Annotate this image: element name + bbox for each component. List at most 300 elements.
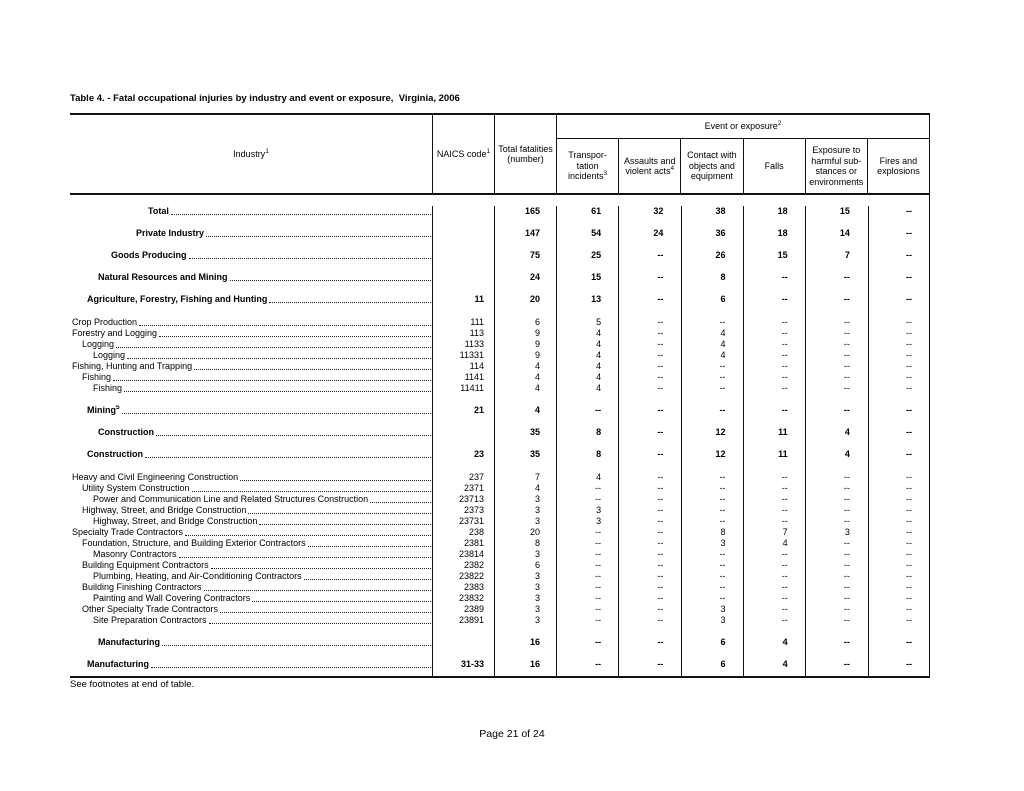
industry-cell	[70, 405, 432, 416]
industry-label: Agriculture, Forestry, Fishing and Hunting	[87, 294, 268, 304]
assaults-violent-acts-cell: --	[657, 472, 664, 482]
exposure-harmful-substances-cell: --	[843, 472, 850, 482]
total-fatalities-cell: 6	[534, 560, 540, 570]
table-row	[70, 549, 929, 560]
transportation-incidents-cell: 4	[596, 372, 602, 382]
fatalities-table	[70, 113, 930, 678]
naics-code-cell: 23822	[458, 571, 484, 581]
table-row	[70, 272, 929, 283]
industry-label: Highway, Street, and Bridge Construction	[82, 505, 247, 515]
exposure-harmful-substances-cell: --	[843, 361, 850, 371]
total-fatalities-cell: 3	[534, 593, 540, 603]
column-divider	[556, 206, 557, 676]
exposure-harmful-substances-cell: --	[843, 272, 850, 282]
falls-cell: 18	[777, 228, 788, 238]
industry-cell	[70, 272, 432, 283]
industry-cell	[70, 228, 432, 239]
total-fatalities-cell: 20	[529, 294, 540, 304]
transportation-incidents-cell: --	[595, 659, 602, 669]
contact-objects-equipment-cell: 6	[720, 294, 726, 304]
column-divider	[432, 206, 433, 676]
footnote-reference: See footnotes at end of table.	[70, 679, 195, 690]
total-fatalities-cell: 8	[534, 538, 540, 548]
contact-objects-equipment-cell: --	[719, 405, 726, 415]
assaults-violent-acts-cell: --	[657, 339, 664, 349]
naics-code-cell: 238	[468, 527, 484, 537]
assaults-violent-acts-cell: --	[657, 372, 664, 382]
col-header-naics-code: NAICS code$^1$	[432, 115, 494, 193]
dotted-leader	[308, 546, 431, 547]
contact-objects-equipment-cell: 26	[715, 250, 726, 260]
transportation-incidents-cell: 8	[596, 427, 602, 437]
table-body	[70, 206, 929, 676]
contact-objects-equipment-cell: --	[719, 505, 726, 515]
falls-cell: 7	[782, 527, 788, 537]
table-row	[70, 294, 929, 305]
fires-explosions-cell: --	[906, 538, 913, 548]
fires-explosions-cell: --	[906, 516, 913, 526]
col-header-contact-objects-equipment: Contact with objects and equipment	[680, 139, 742, 193]
assaults-violent-acts-cell: --	[657, 505, 664, 515]
table-row	[70, 604, 929, 615]
contact-objects-equipment-cell: 3	[720, 538, 726, 548]
fires-explosions-cell: --	[906, 582, 913, 592]
table-row	[70, 449, 929, 460]
contact-objects-equipment-cell: 6	[720, 659, 726, 669]
col-header-total-fatalities: Total fatalities (number)	[494, 115, 556, 193]
dotted-leader	[259, 524, 431, 525]
table-row	[70, 339, 929, 350]
industry-cell	[70, 527, 432, 538]
table-row	[70, 593, 929, 604]
exposure-harmful-substances-cell: 14	[839, 228, 850, 238]
industry-label: Crop Production	[72, 317, 138, 327]
exposure-harmful-substances-cell: --	[843, 294, 850, 304]
industry-cell	[70, 317, 432, 328]
fires-explosions-cell: --	[906, 560, 913, 570]
industry-label: Masonry Contractors	[93, 549, 177, 559]
table-row	[70, 405, 929, 416]
naics-code-cell: 11331	[459, 350, 484, 360]
industry-label: Goods Producing	[111, 250, 187, 260]
column-divider	[805, 206, 806, 676]
industry-cell	[70, 505, 432, 516]
assaults-violent-acts-cell: --	[657, 361, 664, 371]
falls-cell: --	[781, 405, 788, 415]
fires-explosions-cell: --	[906, 593, 913, 603]
event-column-headers	[557, 139, 929, 193]
dotted-leader	[122, 413, 431, 414]
industry-cell	[70, 472, 432, 483]
falls-cell: --	[781, 494, 788, 504]
naics-code-cell: 23832	[458, 593, 484, 603]
dotted-leader	[162, 645, 431, 646]
assaults-violent-acts-cell: --	[657, 383, 664, 393]
dotted-leader	[240, 480, 431, 481]
industry-cell	[70, 593, 432, 604]
naics-code-cell: 2389	[463, 604, 484, 614]
table-row	[70, 472, 929, 483]
transportation-incidents-cell: --	[595, 549, 602, 559]
naics-code-cell: 114	[469, 361, 484, 371]
contact-objects-equipment-cell: --	[719, 582, 726, 592]
transportation-incidents-cell: --	[595, 615, 602, 625]
table-title: Table 4. - Fatal occupational injuries by industry and event or exposure, Virginia, 2006	[70, 93, 460, 104]
assaults-violent-acts-cell: --	[657, 549, 664, 559]
contact-objects-equipment-cell: 36	[715, 228, 726, 238]
transportation-incidents-cell: --	[595, 637, 602, 647]
naics-code-cell: 1133	[464, 339, 484, 349]
table-row	[70, 538, 929, 549]
industry-label: Site Preparation Contractors	[93, 615, 207, 625]
dotted-leader	[252, 601, 431, 602]
transportation-incidents-cell: --	[595, 582, 602, 592]
fires-explosions-cell: --	[906, 294, 913, 304]
total-fatalities-cell: 4	[534, 383, 540, 393]
falls-cell: --	[781, 361, 788, 371]
total-fatalities-cell: 3	[534, 494, 540, 504]
transportation-incidents-cell: 3	[596, 505, 602, 515]
dotted-leader	[151, 667, 431, 668]
industry-label: Building Equipment Contractors	[82, 560, 209, 570]
contact-objects-equipment-cell: 4	[720, 350, 726, 360]
dotted-leader	[156, 435, 431, 436]
dotted-leader	[113, 380, 431, 381]
industry-cell	[70, 571, 432, 582]
industry-label: Specialty Trade Contractors	[72, 527, 184, 537]
exposure-harmful-substances-cell: --	[843, 383, 850, 393]
falls-cell: 4	[782, 637, 788, 647]
industry-label: Manufacturing	[98, 637, 160, 647]
falls-cell: --	[781, 350, 788, 360]
industry-cell	[70, 659, 432, 670]
transportation-incidents-cell: --	[595, 494, 602, 504]
assaults-violent-acts-cell: --	[657, 659, 664, 669]
dotted-leader	[206, 236, 431, 237]
fires-explosions-cell: --	[906, 659, 913, 669]
total-fatalities-cell: 3	[534, 549, 540, 559]
column-divider	[743, 206, 744, 676]
exposure-harmful-substances-cell: --	[843, 560, 850, 570]
table-row	[70, 516, 929, 527]
table-row	[70, 361, 929, 372]
exposure-harmful-substances-cell: --	[843, 549, 850, 559]
assaults-violent-acts-cell: --	[657, 637, 664, 647]
naics-code-cell: 23731	[458, 516, 484, 526]
exposure-harmful-substances-cell: --	[843, 582, 850, 592]
assaults-violent-acts-cell: 32	[653, 206, 664, 216]
falls-cell: --	[781, 505, 788, 515]
total-fatalities-cell: 4	[534, 405, 540, 415]
total-fatalities-cell: 20	[529, 527, 540, 537]
transportation-incidents-cell: 5	[596, 317, 602, 327]
total-fatalities-cell: 6	[534, 317, 540, 327]
total-fatalities-cell: 165	[524, 206, 540, 216]
total-fatalities-cell: 16	[529, 637, 540, 647]
table-row	[70, 350, 929, 361]
contact-objects-equipment-cell: 6	[720, 637, 726, 647]
exposure-harmful-substances-cell: 4	[844, 449, 850, 459]
industry-label: Logging	[82, 339, 115, 349]
assaults-violent-acts-cell: --	[657, 328, 664, 338]
column-divider	[494, 206, 495, 676]
industry-label: Manufacturing	[87, 659, 149, 669]
dotted-leader	[185, 535, 431, 536]
total-fatalities-cell: 3	[534, 516, 540, 526]
exposure-harmful-substances-cell: --	[843, 483, 850, 493]
dotted-leader	[139, 325, 431, 326]
assaults-violent-acts-cell: --	[657, 571, 664, 581]
industry-cell	[70, 582, 432, 593]
dotted-leader	[269, 302, 431, 303]
naics-code-cell: 23814	[458, 549, 484, 559]
fires-explosions-cell: --	[906, 383, 913, 393]
contact-objects-equipment-cell: --	[719, 516, 726, 526]
industry-cell	[70, 328, 432, 339]
fires-explosions-cell: --	[906, 571, 913, 581]
industry-label: Highway, Street, and Bridge Construction	[93, 516, 258, 526]
assaults-violent-acts-cell: --	[657, 405, 664, 415]
dotted-leader	[192, 491, 431, 492]
assaults-violent-acts-cell: --	[657, 350, 664, 360]
assaults-violent-acts-cell: --	[657, 560, 664, 570]
fires-explosions-cell: --	[906, 604, 913, 614]
contact-objects-equipment-cell: --	[719, 317, 726, 327]
exposure-harmful-substances-cell: --	[843, 372, 850, 382]
industry-label: Foundation, Structure, and Building Exterior Contractors	[82, 538, 306, 548]
naics-code-cell: 21	[473, 405, 484, 415]
industry-label: Logging	[93, 350, 126, 360]
falls-cell: 18	[777, 206, 788, 216]
industry-label: Mining$^5$	[87, 405, 120, 415]
col-header-industry: Industry$^1$	[233, 147, 269, 159]
total-fatalities-cell: 9	[534, 350, 540, 360]
falls-cell: --	[781, 516, 788, 526]
dotted-leader	[370, 502, 431, 503]
industry-label: Natural Resources and Mining	[98, 272, 228, 282]
transportation-incidents-cell: --	[595, 571, 602, 581]
dotted-leader	[248, 513, 431, 514]
industry-cell	[70, 560, 432, 571]
fires-explosions-cell: --	[906, 272, 913, 282]
contact-objects-equipment-cell: 12	[715, 427, 726, 437]
assaults-violent-acts-cell: --	[657, 317, 664, 327]
transportation-incidents-cell: 13	[591, 294, 602, 304]
naics-code-cell: 23	[473, 449, 484, 459]
dotted-leader	[116, 347, 431, 348]
industry-label: Construction	[87, 449, 143, 459]
fires-explosions-cell: --	[906, 494, 913, 504]
transportation-incidents-cell: --	[595, 538, 602, 548]
fires-explosions-cell: --	[906, 372, 913, 382]
table-row	[70, 328, 929, 339]
contact-objects-equipment-cell: --	[719, 472, 726, 482]
contact-objects-equipment-cell: --	[719, 483, 726, 493]
industry-label: Plumbing, Heating, and Air-Conditioning Contractors	[93, 571, 302, 581]
dotted-leader	[124, 391, 431, 392]
transportation-incidents-cell: 15	[591, 272, 602, 282]
event-or-exposure-group	[556, 115, 929, 193]
assaults-violent-acts-cell: --	[657, 516, 664, 526]
naics-code-cell: 23891	[458, 615, 484, 625]
naics-code-cell: 2381	[463, 538, 484, 548]
contact-objects-equipment-cell: --	[719, 372, 726, 382]
industry-cell	[70, 361, 432, 372]
col-header-event-or-exposure: Event or exposure$^2$	[557, 115, 929, 139]
table-row	[70, 206, 929, 217]
exposure-harmful-substances-cell: --	[843, 659, 850, 669]
fires-explosions-cell: --	[906, 339, 913, 349]
column-divider	[618, 206, 619, 676]
exposure-harmful-substances-cell: 4	[844, 427, 850, 437]
industry-cell	[70, 538, 432, 549]
total-fatalities-cell: 9	[534, 328, 540, 338]
contact-objects-equipment-cell: 4	[720, 339, 726, 349]
table-row	[70, 582, 929, 593]
exposure-harmful-substances-cell: --	[843, 604, 850, 614]
naics-code-cell: 2382	[463, 560, 484, 570]
fires-explosions-cell: --	[906, 228, 913, 238]
total-fatalities-cell: 3	[534, 615, 540, 625]
falls-cell: --	[781, 372, 788, 382]
total-fatalities-cell: 24	[529, 272, 540, 282]
assaults-violent-acts-cell: --	[657, 615, 664, 625]
dotted-leader	[145, 457, 431, 458]
falls-cell: 4	[782, 659, 788, 669]
transportation-incidents-cell: 4	[596, 350, 602, 360]
exposure-harmful-substances-cell: --	[843, 339, 850, 349]
exposure-harmful-substances-cell: --	[843, 350, 850, 360]
total-fatalities-cell: 3	[534, 582, 540, 592]
column-divider	[868, 206, 869, 676]
transportation-incidents-cell: 4	[596, 361, 602, 371]
falls-cell: --	[781, 272, 788, 282]
falls-cell: --	[781, 549, 788, 559]
falls-cell: --	[781, 571, 788, 581]
industry-cell	[70, 494, 432, 505]
fires-explosions-cell: --	[906, 615, 913, 625]
table-row	[70, 372, 929, 383]
assaults-violent-acts-cell: --	[657, 538, 664, 548]
naics-code-cell: 113	[469, 328, 484, 338]
dotted-leader	[230, 280, 431, 281]
transportation-incidents-cell: --	[595, 560, 602, 570]
fires-explosions-cell: --	[906, 637, 913, 647]
fires-explosions-cell: --	[906, 206, 913, 216]
assaults-violent-acts-cell: --	[657, 449, 664, 459]
industry-cell	[70, 350, 432, 361]
transportation-incidents-cell: 4	[596, 383, 602, 393]
falls-cell: --	[781, 615, 788, 625]
assaults-violent-acts-cell: --	[657, 582, 664, 592]
exposure-harmful-substances-cell: --	[843, 571, 850, 581]
falls-cell: --	[781, 294, 788, 304]
dotted-leader	[211, 568, 431, 569]
industry-cell	[70, 206, 432, 217]
col-header-transportation-incidents: Transpor- tation incidents$^3$	[568, 150, 608, 182]
table-row	[70, 483, 929, 494]
total-fatalities-cell: 4	[534, 361, 540, 371]
industry-cell	[70, 427, 432, 438]
total-fatalities-cell: 147	[524, 228, 540, 238]
exposure-harmful-substances-cell: --	[843, 317, 850, 327]
falls-cell: --	[781, 604, 788, 614]
transportation-incidents-cell: 8	[596, 449, 602, 459]
transportation-incidents-cell: --	[595, 405, 602, 415]
industry-cell	[70, 372, 432, 383]
fires-explosions-cell: --	[906, 472, 913, 482]
falls-cell: 15	[777, 250, 788, 260]
transportation-incidents-cell: 4	[596, 472, 602, 482]
industry-label: Fishing	[93, 383, 123, 393]
dotted-leader	[189, 258, 432, 259]
industry-cell	[70, 483, 432, 494]
page-number: Page 21 of 24	[479, 728, 545, 740]
contact-objects-equipment-cell: 12	[715, 449, 726, 459]
transportation-incidents-cell: --	[595, 593, 602, 603]
industry-label: Building Finishing Contractors	[82, 582, 202, 592]
fires-explosions-cell: --	[906, 527, 913, 537]
falls-cell: --	[781, 560, 788, 570]
dotted-leader	[204, 590, 431, 591]
fires-explosions-cell: --	[906, 505, 913, 515]
total-fatalities-cell: 35	[529, 427, 540, 437]
exposure-harmful-substances-cell: --	[843, 494, 850, 504]
table-row	[70, 250, 929, 261]
total-fatalities-cell: 3	[534, 604, 540, 614]
table-row	[70, 505, 929, 516]
dotted-leader	[179, 557, 431, 558]
industry-label: Power and Communication Line and Related Structures Construction	[93, 494, 369, 504]
assaults-violent-acts-cell: --	[657, 272, 664, 282]
naics-code-cell: 31-33	[460, 659, 484, 669]
total-fatalities-cell: 35	[529, 449, 540, 459]
fires-explosions-cell: --	[906, 483, 913, 493]
total-fatalities-cell: 4	[534, 483, 540, 493]
table-row	[70, 637, 929, 648]
fires-explosions-cell: --	[906, 250, 913, 260]
table-row	[70, 560, 929, 571]
exposure-harmful-substances-cell: 15	[839, 206, 850, 216]
transportation-incidents-cell: 25	[591, 250, 602, 260]
transportation-incidents-cell: 3	[596, 516, 602, 526]
table-row	[70, 571, 929, 582]
table-row	[70, 383, 929, 394]
transportation-incidents-cell: 4	[596, 328, 602, 338]
dotted-leader	[194, 369, 431, 370]
industry-cell	[70, 549, 432, 560]
naics-code-cell: 111	[470, 317, 484, 327]
industry-label: Fishing, Hunting and Trapping	[72, 361, 193, 371]
transportation-incidents-cell: --	[595, 527, 602, 537]
dotted-leader	[127, 358, 431, 359]
dotted-leader	[209, 623, 431, 624]
industry-label: Total	[148, 206, 169, 216]
contact-objects-equipment-cell: --	[719, 383, 726, 393]
assaults-violent-acts-cell: --	[657, 250, 664, 260]
total-fatalities-cell: 3	[534, 571, 540, 581]
dotted-leader	[171, 214, 431, 215]
industry-label: Painting and Wall Covering Contractors	[93, 593, 251, 603]
falls-cell: --	[781, 317, 788, 327]
assaults-violent-acts-cell: --	[657, 593, 664, 603]
assaults-violent-acts-cell: --	[657, 483, 664, 493]
fires-explosions-cell: --	[906, 317, 913, 327]
assaults-violent-acts-cell: 24	[653, 228, 664, 238]
assaults-violent-acts-cell: --	[657, 527, 664, 537]
assaults-violent-acts-cell: --	[657, 427, 664, 437]
industry-cell	[70, 604, 432, 615]
